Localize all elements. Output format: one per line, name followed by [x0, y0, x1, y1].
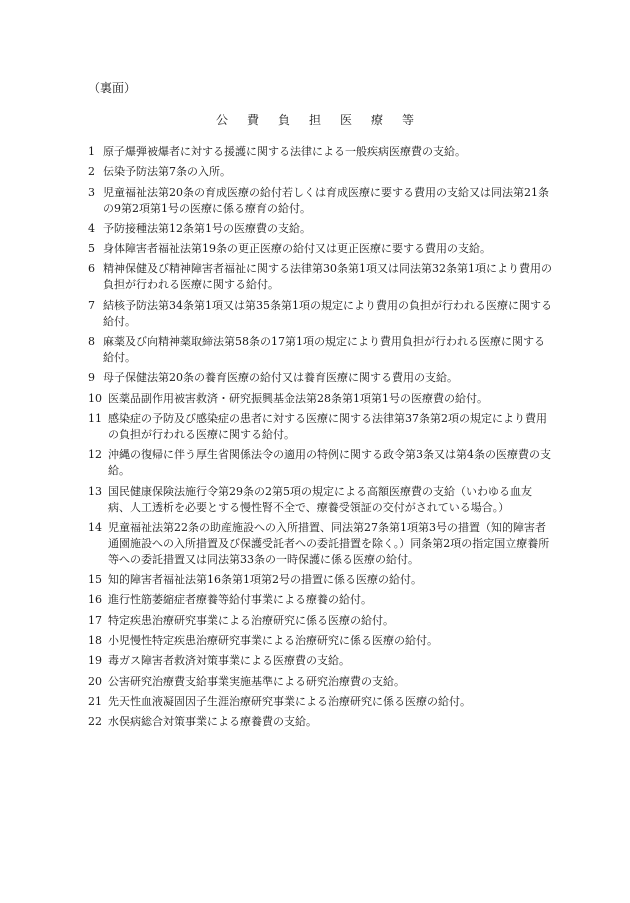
item-text: 精神保健及び精神障害者福祉に関する法律第30条第1項又は同法第32条第1項により費用の負担が行われる医療に関する給付。	[103, 262, 552, 292]
list-item	[88, 572, 552, 588]
item-number: 19	[88, 654, 102, 668]
page-title: 公費負担医療等	[215, 113, 433, 127]
list-item	[88, 298, 552, 330]
item-number: 13	[88, 484, 102, 498]
list-item	[88, 613, 552, 629]
item-number: 12	[88, 448, 102, 462]
list-item	[88, 411, 552, 443]
item-number: 15	[88, 573, 102, 587]
item-text: 身体障害者福祉法第19条の更正医療の給付又は更正医療に要する費用の支給。	[103, 242, 491, 256]
item-text: 水俣病総合対策事業による療養費の支給。	[108, 715, 317, 729]
list-item	[88, 447, 552, 479]
list-item	[88, 484, 552, 516]
list-item	[88, 261, 552, 293]
list-item	[88, 694, 552, 710]
item-text: 母子保健法第20条の養育医療の給付又は養育医療に関する費用の支給。	[103, 371, 458, 385]
list-item	[88, 185, 552, 217]
page-side-label: （裏面）	[88, 81, 137, 95]
list-item	[88, 592, 552, 608]
item-number: 11	[88, 411, 102, 425]
item-text: 毒ガス障害者救済対策事業による医療費の支給。	[108, 654, 350, 668]
list-item	[88, 653, 552, 669]
list-item	[88, 391, 552, 407]
item-number: 17	[88, 613, 102, 627]
item-number: 22	[88, 715, 102, 729]
list-item	[88, 633, 552, 649]
item-number: 1	[88, 145, 95, 158]
item-number: 9	[88, 371, 95, 385]
item-text: 感染症の予防及び感染症の患者に対する医療に関する法律第37条第2項の規定により費用の負担が行われる医療に関する給付。	[108, 411, 547, 441]
item-number: 16	[88, 593, 102, 607]
item-number: 5	[88, 242, 95, 256]
item-number: 10	[88, 391, 102, 405]
item-text: 医薬品副作用被害救済・研究振興基金法第28条第1項第1号の医療費の給付。	[108, 391, 488, 405]
item-text: 先天性血液凝固因子生涯治療研究事業による治療研究に係る医療の給付。	[108, 694, 471, 708]
list-item	[88, 674, 552, 690]
item-text: 小児慢性特定疾患治療研究事業による治療研究に係る医療の給付。	[108, 634, 438, 648]
item-number: 3	[88, 185, 95, 199]
item-number: 6	[88, 262, 95, 276]
list-item	[88, 714, 552, 730]
list-item	[88, 370, 552, 386]
item-number: 4	[88, 221, 95, 235]
item-text: 麻薬及び向精神薬取締法第58条の17第1項の規定により費用負担が行われる医療に関する給付。	[103, 335, 545, 365]
item-text: 公害研究治療費支給事業実施基準による研究治療費の支給。	[108, 674, 405, 688]
list-item	[88, 164, 552, 180]
item-text: 予防接種法第12条第1号の医療費の支給。	[103, 221, 311, 235]
item-text: 結核予防法第34条第1項又は第35条第1項の規定により費用の負担が行われる医療に関する給付。	[103, 298, 552, 328]
list-item	[88, 520, 552, 568]
list-item	[88, 144, 552, 160]
item-text: 伝染予防法第7条の入所。	[103, 165, 231, 179]
list-item	[88, 221, 552, 237]
item-text: 特定疾患治療研究事業による治療研究に係る医療の給付。	[108, 613, 394, 627]
list-item	[88, 241, 552, 257]
item-text: 進行性筋萎縮症者療養等給付事業による療養の給付。	[108, 593, 372, 607]
item-text: 国民健康保険法施行令第29条の2第5項の規定による高額医療費の支給（いわゆる血友病、人工透析を必要とする慢性腎不全で、療養受領証の交付がされている場合。）	[108, 484, 532, 514]
item-number: 8	[88, 335, 95, 349]
item-text: 沖縄の復帰に伴う厚生省関係法令の適用の特例に関する政令第3条又は第4条の医療費の支給。	[108, 448, 551, 478]
item-number: 14	[88, 520, 102, 534]
item-number: 20	[88, 674, 102, 688]
item-text: 原子爆弾被爆者に対する援護に関する法律による一般疾病医療費の支給。	[103, 145, 466, 158]
item-number: 18	[88, 634, 102, 648]
item-text: 知的障害者福祉法第16条第1項第2号の措置に係る医療の給付。	[108, 573, 422, 587]
item-number: 2	[88, 165, 95, 179]
item-text: 児童福祉法第22条の助産施設への入所措置、同法第27条第1項第3号の措置（知的障害者通園施設への入所措置及び保護受託者への委託措置を除く。）同条第2項の指定国立療養所等への委託措置又は同法第33条の一時保護に係る医療の給付。	[108, 520, 550, 566]
list-item	[88, 334, 552, 366]
item-number: 7	[88, 298, 95, 312]
item-number: 21	[88, 694, 102, 708]
item-text: 児童福祉法第20条の育成医療の給付若しくは育成医療に要する費用の支給又は同法第21条の9第2項第1号の医療に係る療育の給付。	[103, 185, 549, 215]
item-list	[88, 144, 552, 735]
